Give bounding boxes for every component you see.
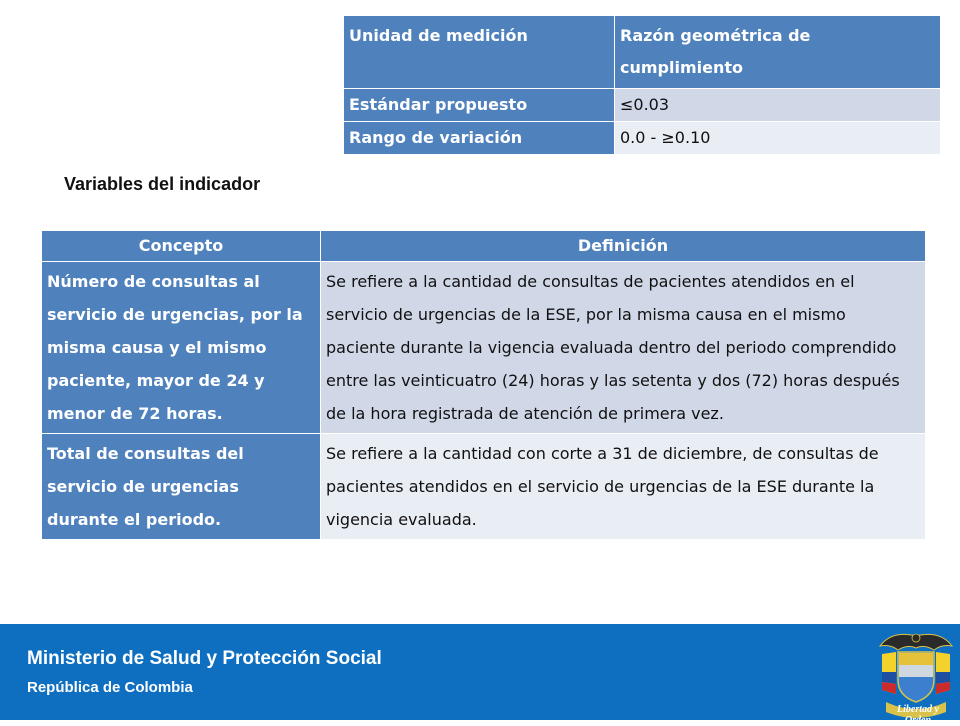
summary-value: 0.0 - ≥0.10 xyxy=(615,122,941,155)
section-title: Variables del indicador xyxy=(64,174,261,194)
definition-cell: Se refiere a la cantidad con corte a 31 de diciembre, de consultas de pacientes atendidos en el servicio de urgencias de la ESE durante la vigencia evaluada. xyxy=(321,434,926,540)
definition-cell: Se refiere a la cantidad de consultas de pacientes atendidos en el servicio de urgencias de la ESE, por la misma causa en el mismo paciente durante la vigencia evaluada dentro del periodo comprendido entre las veinticuatro (24) horas y las setenta y dos (72) horas después de la hora registrada de atención de primera vez. xyxy=(321,262,926,434)
summary-value: Razón geométrica de cumplimiento xyxy=(615,16,941,89)
country-name: República de Colombia xyxy=(27,679,193,696)
summary-row-unidad xyxy=(344,16,941,89)
table-header-row xyxy=(42,231,926,262)
column-header-definicion: Definición xyxy=(321,231,926,262)
footer-bar xyxy=(0,624,960,726)
crest-motto: Libertad y Orden xyxy=(897,704,939,726)
summary-label: Unidad de medición xyxy=(344,16,615,89)
ministry-name: Ministerio de Salud y Protección Social xyxy=(27,648,382,669)
indicator-summary-table xyxy=(343,15,941,155)
column-header-concepto: Concepto xyxy=(42,231,321,262)
concept-cell: Número de consultas al servicio de urgencias, por la misma causa y el mismo paciente, mayor de 24 y menor de 72 horas. xyxy=(42,262,321,434)
summary-label: Rango de variación xyxy=(344,122,615,155)
summary-row-rango xyxy=(344,122,941,155)
summary-label: Estándar propuesto xyxy=(344,89,615,122)
summary-value: ≤0.03 xyxy=(615,89,941,122)
concept-cell: Total de consultas del servicio de urgencias durante el periodo. xyxy=(42,434,321,540)
variables-table xyxy=(41,230,926,540)
summary-row-estandar xyxy=(344,89,941,122)
table-row xyxy=(42,434,926,540)
table-row xyxy=(42,262,926,434)
